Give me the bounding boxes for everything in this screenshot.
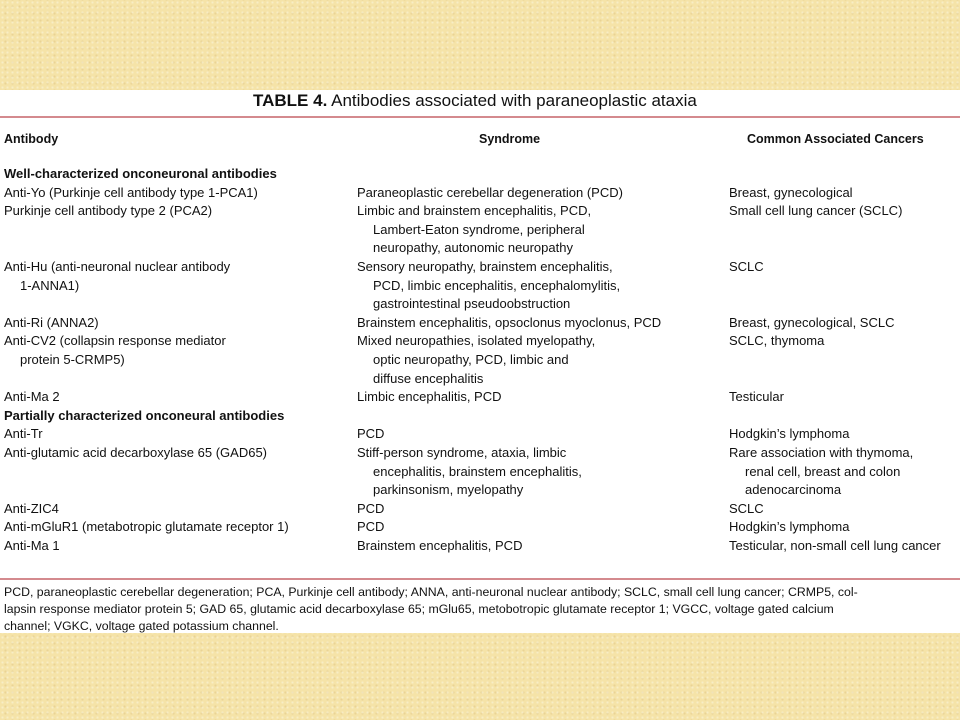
- antibody-cell: Purkinje cell antibody type 2 (PCA2): [4, 203, 213, 219]
- column-header-antibody: Antibody: [4, 132, 59, 146]
- antibody-cell: Anti-CV2 (collapsin response mediator: [4, 333, 226, 349]
- table-number: TABLE 4.: [253, 91, 328, 110]
- footnote-line: channel; VGKC, voltage gated potassium channel.: [4, 619, 279, 633]
- slide-content: [0, 90, 960, 633]
- antibody-cell: Anti-ZIC4: [4, 500, 59, 516]
- cancer-cell: SCLC: [729, 500, 764, 516]
- syndrome-column: [357, 184, 661, 556]
- table-title: [253, 90, 697, 112]
- antibody-cell: Anti-Ri (ANNA2): [4, 314, 99, 330]
- syndrome-cell: Brainstem encephalitis, opsoclonus myoclonus, PCD: [357, 314, 662, 330]
- cancer-cell: renal cell, breast and colon: [745, 463, 901, 479]
- table-caption: Antibodies associated with paraneoplastic ataxia: [331, 91, 697, 110]
- cancer-cell: SCLC: [729, 258, 764, 274]
- footnote-line: PCD, paraneoplastic cerebellar degeneration; PCA, Purkinje cell antibody; ANNA, anti-neuronal nuclear antibody; SCLC, small cell lung cancer; CRMP5, col-: [4, 585, 858, 599]
- syndrome-cell: Limbic encephalitis, PCD: [357, 389, 502, 405]
- cancer-cell: adenocarcinoma: [745, 482, 842, 498]
- antibody-cell: Anti-glutamic acid decarboxylase 65 (GAD65): [4, 444, 268, 460]
- section-heading: Well-characterized onconeuronal antibodies: [4, 166, 277, 181]
- bottom-rule: [0, 578, 960, 580]
- cancer-cell: Breast, gynecological, SCLC: [729, 314, 895, 330]
- antibody-cell: 1-ANNA1): [20, 277, 80, 293]
- syndrome-cell: PCD, limbic encephalitis, encephalomylitis,: [373, 277, 621, 293]
- antibody-column: [4, 165, 289, 555]
- antibody-cell: Anti-Ma 1: [4, 537, 60, 553]
- antibody-cell: Anti-Ma 2: [4, 389, 60, 405]
- syndrome-cell: parkinsonism, myelopathy: [373, 482, 524, 498]
- antibody-cell: protein 5-CRMP5): [20, 351, 125, 367]
- syndrome-cell: PCD: [357, 426, 385, 442]
- column-header-syndrome: Syndrome: [479, 132, 541, 146]
- antibody-cell: Anti-mGluR1 (metabotropic glutamate receptor 1): [4, 519, 289, 535]
- footnote-line: lapsin response mediator protein 5; GAD 65, glutamic acid decarboxylase 65; mGlu65, metobotropic glutamate receptor 1; VGCC, voltage gated calcium: [4, 602, 834, 616]
- antibody-cell: Anti-Tr: [4, 426, 43, 442]
- syndrome-cell: Stiff-person syndrome, ataxia, limbic: [357, 444, 567, 460]
- cancer-cell: Testicular, non-small cell lung cancer: [729, 537, 941, 553]
- cancer-cell: Rare association with thymoma,: [729, 444, 914, 460]
- syndrome-cell: Brainstem encephalitis, PCD: [357, 537, 523, 553]
- syndrome-cell: Paraneoplastic cerebellar degeneration (PCD): [357, 184, 623, 200]
- cancer-cell: Breast, gynecological: [729, 184, 853, 200]
- syndrome-cell: PCD: [357, 519, 385, 535]
- column-header-cancers: Common Associated Cancers: [747, 132, 924, 146]
- syndrome-cell: encephalitis, brainstem encephalitis,: [373, 463, 582, 479]
- syndrome-cell: neuropathy, autonomic neuropathy: [373, 240, 573, 256]
- table-footnote: [4, 584, 954, 635]
- antibody-cell: Anti-Hu (anti-neuronal nuclear antibody: [4, 258, 231, 274]
- syndrome-cell: gastrointestinal pseudoobstruction: [373, 296, 571, 312]
- syndrome-cell: Mixed neuropathies, isolated myelopathy,: [357, 333, 596, 349]
- cancer-cell: Hodgkin’s lymphoma: [729, 426, 850, 442]
- syndrome-cell: optic neuropathy, PCD, limbic and: [373, 351, 569, 367]
- syndrome-cell: Limbic and brainstem encephalitis, PCD,: [357, 203, 592, 219]
- cancers-column: [729, 184, 941, 556]
- cancer-cell: Small cell lung cancer (SCLC): [729, 203, 903, 219]
- syndrome-cell: PCD: [357, 500, 385, 516]
- syndrome-cell: Sensory neuropathy, brainstem encephalitis,: [357, 258, 613, 274]
- cancer-cell: Testicular: [729, 389, 784, 405]
- cancer-cell: Hodgkin’s lymphoma: [729, 519, 850, 535]
- syndrome-cell: Lambert-Eaton syndrome, peripheral: [373, 221, 585, 237]
- cancer-cell: SCLC, thymoma: [729, 333, 825, 349]
- syndrome-cell: diffuse encephalitis: [373, 370, 484, 386]
- section-heading: Partially characterized onconeural antibodies: [4, 407, 285, 423]
- antibody-cell: Anti-Yo (Purkinje cell antibody type 1-PCA1): [4, 184, 258, 200]
- top-rule: [0, 116, 960, 118]
